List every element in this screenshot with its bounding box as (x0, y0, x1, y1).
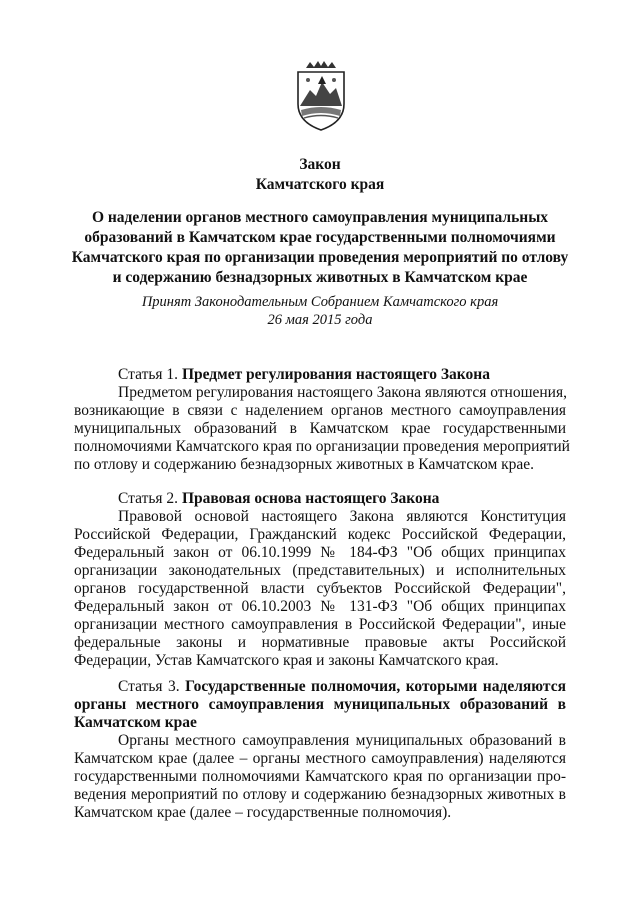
paragraph-line: Правовой основой настоящего Закона являются Конституция (118, 508, 566, 525)
paragraph-line: Камчатском крае (далее – государственные полномочия). (74, 804, 452, 821)
law-subtitle: Камчатского края (255, 176, 385, 193)
article-heading (74, 490, 566, 508)
article-number: Статья 3. (118, 678, 180, 695)
article-2 (74, 490, 566, 670)
article-1 (74, 366, 570, 474)
paragraph-line: Камчатском крае (далее – органы местного самоуправления) наделяются (74, 750, 566, 767)
document-title-line: образований в Камчатском крае государственными полномочиями (84, 229, 556, 246)
article-title-line: Камчатском крае (74, 714, 197, 731)
article-title: Правовая основа настоящего Закона (181, 490, 440, 507)
article-number: Статья 2. (118, 490, 179, 507)
paragraph-line: по отлову и содержанию безнадзорных животных в Камчатском крае. (74, 456, 535, 473)
document-title-line: Камчатского края по организации проведения мероприятий по отлову (71, 249, 569, 266)
article-number: Статья 1. (118, 366, 179, 383)
paragraph-line: государственными полномочиями Камчатского края по организации про- (74, 768, 566, 785)
document-title-line: и содержанию безнадзорных животных в Камчатском крае (112, 269, 528, 286)
paragraph-line: органов государственной власти субъектов Российской Федерации", (74, 580, 566, 597)
paragraph-line: федеральные законы и нормативные правовые акты Российской (74, 634, 566, 651)
article-title-line: органы местного самоуправления муниципальных образований в (74, 696, 566, 713)
paragraph-line: муниципальных образований в Камчатском крае государственными (74, 420, 566, 437)
article-heading (74, 366, 566, 384)
document-title-line: О наделении органов местного самоуправления муниципальных (91, 209, 549, 226)
article-title-line: Государственные полномочия, которыми наделяются (185, 678, 567, 695)
paragraph-line: возникающие в связи с наделением органов местного самоуправления (74, 402, 566, 419)
paragraph-line: организации законодательных (представительных) и исполнительных (74, 562, 566, 579)
adoption-date: 26 мая 2015 года (267, 312, 373, 328)
paragraph-line: Федерации, Устав Камчатского края и законы Камчатского края. (74, 652, 499, 669)
kamchatka-coat-of-arms-icon (292, 60, 350, 132)
law-title: Закон (299, 156, 341, 173)
adoption-note (60, 293, 580, 329)
article-title: Предмет регулирования настоящего Закона (181, 366, 490, 383)
paragraph-line: ведения мероприятий по отлову и содержанию безнадзорных животных в (74, 786, 566, 803)
paragraph-line: Российской Федерации, Гражданский кодекс Российской Федерации, (74, 526, 566, 543)
paragraph-line: Федеральный закон от 06.10.2003 № 131-ФЗ "Об общих принципах (74, 598, 566, 615)
paragraph-line: Органы местного самоуправления муниципальных образований в (118, 732, 566, 749)
paragraph-line: Предметом регулирования настоящего Закона являются отношения, (118, 384, 567, 401)
paragraph-line: организации местного самоуправления в Российской Федерации", иные (74, 616, 566, 633)
article-heading (74, 678, 566, 696)
paragraph-line: Федеральный закон от 06.10.1999 № 184-ФЗ "Об общих принципах (74, 544, 566, 561)
paragraph-line: полномочиями Камчатского края по организации проведения мероприятий (74, 438, 570, 455)
adoption-line: Принят Законодательным Собранием Камчатского края (141, 294, 499, 310)
article-3 (74, 678, 566, 822)
document-title (56, 208, 584, 288)
